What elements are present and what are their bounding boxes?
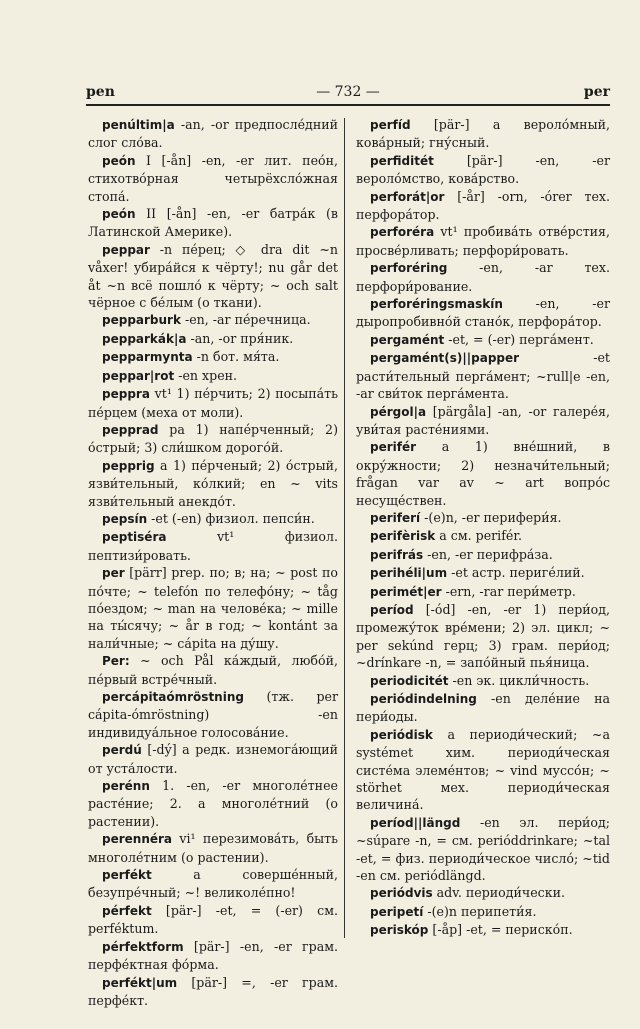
- dictionary-entry: [356, 903, 610, 921]
- entry-headword: pérgol|a: [370, 404, 427, 419]
- entry-definition: a 1) вне́шний, в окру́жности; 2) незначи́тельный; frågan var av ~ art вопро́с несуще́ствен.: [356, 439, 610, 508]
- entry-definition: pa 1) напе́рченный; 2) о́стрый; 3) сли́шком дорого́й.: [88, 421, 338, 456]
- dictionary-entry: [356, 259, 610, 295]
- entry-headword: pérfekt: [102, 903, 152, 918]
- dictionary-entry: [88, 152, 338, 205]
- entry-headword: periódisk: [370, 727, 433, 742]
- entry-definition: [pär-] -et, = (-er) см. perféktum.: [88, 902, 338, 937]
- dictionary-entry: [88, 902, 338, 938]
- entry-headword: peripetí: [370, 904, 424, 919]
- dictionary-entry: [88, 330, 338, 348]
- entry-definition: -et (-en) физиол. пепси́н.: [147, 510, 315, 526]
- entry-definition: [pär-] a вероло́мный, кова́рный; гну́сный.: [356, 117, 610, 151]
- entry-definition: -(e)n, -er перифери́я.: [420, 509, 562, 525]
- entry-headword: Per:: [102, 654, 130, 669]
- entry-headword: periskóp: [370, 923, 429, 938]
- entry-headword: pergamént: [370, 332, 445, 347]
- entry-headword: penúltim|a: [102, 118, 175, 132]
- entry-headword: perfíd: [370, 118, 411, 132]
- header-right-guideword: per: [583, 84, 610, 100]
- entry-definition: adv. периоди́чески.: [432, 885, 566, 901]
- entry-definition: -et астр. периге́лий.: [447, 565, 585, 581]
- right-column: [356, 116, 610, 940]
- column-divider: [344, 118, 345, 938]
- entry-headword: perfékt|um: [102, 975, 178, 990]
- page-number: — 732 —: [316, 84, 380, 100]
- left-column: [88, 116, 338, 1009]
- dictionary-entry: [356, 527, 610, 545]
- entry-headword: peón: [102, 153, 136, 168]
- entry-headword: percápitaómröstning: [102, 690, 244, 704]
- entry-headword: pepparkák|a: [102, 331, 187, 346]
- entry-definition: (тж. per cápita-ómröstning) -en индивидуа́льное голосова́ние.: [88, 689, 338, 740]
- dictionary-entry: [88, 348, 338, 366]
- entry-headword: períod||längd: [370, 815, 461, 830]
- entry-headword: perennéra: [102, 832, 173, 847]
- header-rule: [86, 104, 610, 106]
- entry-headword: perfiditét: [370, 153, 434, 168]
- dictionary-entry: [88, 652, 338, 688]
- dictionary-entry: [356, 690, 610, 726]
- entry-definition: vt¹ пробива́ть отве́рстия, просве́рливать; перфори́ровать.: [356, 224, 610, 258]
- entry-headword: periódindelning: [370, 692, 477, 706]
- entry-definition: -en, -er перифра́за.: [423, 546, 553, 562]
- entry-headword: perfékt: [102, 868, 152, 883]
- dictionary-entry: [88, 385, 338, 421]
- entry-headword: peón: [102, 207, 136, 222]
- entry-definition: -en, -er дыропробивно́й стано́к, перфора́тор.: [356, 296, 610, 330]
- dictionary-entry: [88, 421, 338, 457]
- entry-definition: a периоди́ческий; ~a systémet хим. периоди́ческая систе́ма элеме́нтов; ~ vind муссо́н; ~ störhet мех. периоди́ческая величина́.: [356, 726, 610, 813]
- entry-headword: peptiséra: [102, 530, 167, 545]
- entry-definition: -et расти́тельный перга́мент; ~rull|e -en, -ar сви́ток перга́мента.: [356, 350, 610, 402]
- dictionary-entry: [356, 116, 610, 152]
- dictionary-entry: [356, 349, 610, 402]
- dictionary-entry: [88, 974, 338, 1010]
- dictionary-entry: [88, 564, 338, 652]
- entry-headword: perénn: [102, 779, 150, 794]
- dictionary-entry: [356, 601, 610, 672]
- entry-headword: pepparmynta: [102, 350, 193, 365]
- entry-headword: peppar|rot: [102, 368, 175, 383]
- entry-definition: -en эк. цикли́чность.: [448, 672, 590, 688]
- entry-definition: I [-ån] -en, -er лит. пео́н, стихотво́рная четырёхсло́жная стопа́.: [88, 152, 338, 204]
- entry-headword: perifèrisk: [370, 529, 436, 544]
- dictionary-entry: [356, 726, 610, 814]
- entry-definition: [pärgåla] -an, -or галере́я, уви́тая расте́ниями.: [356, 403, 610, 437]
- entry-headword: perihéli|um: [370, 566, 448, 581]
- entry-headword: peppra: [102, 387, 150, 402]
- dictionary-entry: [356, 438, 610, 509]
- dictionary-entry: [88, 866, 338, 902]
- entry-definition: -an, -or пря́ник.: [186, 330, 294, 346]
- dictionary-entry: [88, 688, 338, 741]
- entry-definition: [pärr] prep. по; в; на; ~ post по по́чте; ~ telefón по телефо́ну; ~ tåg по́ездом; ~ man на челове́ка; ~ mille на ты́сячу; ~ år в год; ~ kontánt за нали́чные; ~ cápita на ду́шу.: [88, 565, 338, 651]
- dictionary-entry: [88, 116, 338, 152]
- entry-definition: vi¹ перезимова́ть, быть многоле́тним (о растении).: [88, 831, 338, 865]
- dictionary-entry: [88, 777, 338, 830]
- dictionary-entry: [356, 152, 610, 188]
- entry-definition: -et, = (-er) перга́мент.: [444, 331, 594, 347]
- entry-definition: [pär-] =, -er грам. перфе́кт.: [88, 974, 338, 1008]
- dictionary-entry: [88, 205, 338, 241]
- entry-definition: -n пе́рец; ◇ dra dit ~n våxer! убира́йся к чёрту!; nu går det åt ~n всё пошло́ к чёрту; ~ och salt чёрное с бе́лым (о ткани).: [88, 241, 338, 311]
- entry-definition: [pär-] -en, -er грам. перфе́ктная фо́рма.: [88, 938, 338, 973]
- entry-headword: peppar: [102, 242, 150, 257]
- entry-headword: periodicitét: [370, 673, 449, 688]
- entry-headword: perdú: [102, 743, 142, 758]
- entry-headword: per: [102, 566, 125, 581]
- entry-headword: perimét|er: [370, 584, 442, 599]
- entry-definition: a см. perifér.: [435, 528, 522, 544]
- entry-definition: -n бот. мя́та.: [192, 349, 280, 365]
- entry-definition: vt¹ 1) пе́рчить; 2) посыпа́ть пе́рцем (меха от моли).: [88, 386, 338, 420]
- entry-headword: perforát|or: [370, 189, 445, 204]
- entry-definition: a соверше́нный, безупре́чный; ~! великоле́пно!: [88, 867, 338, 901]
- dictionary-entry: [356, 583, 610, 601]
- entry-definition: -ern, -rar пери́метр.: [441, 583, 576, 599]
- entry-headword: pérfektform: [102, 939, 184, 954]
- dictionary-entry: [356, 921, 610, 939]
- dictionary-entry: [356, 188, 610, 224]
- entry-definition: -en эл. пери́од; ~súpare -n, = см. perióddrinkare; ~tal -et, = физ. периоди́ческое число́; ~tid -en см. periódlängd.: [356, 814, 610, 884]
- entry-definition: 1. -en, -er многоле́тнее расте́ние; 2. a многоле́тний (о растении).: [88, 778, 338, 829]
- entry-definition: a 1) пе́рченый; 2) о́стрый, язви́тельный, ко́лкий; en ~ vits язви́тельный анекдо́т.: [88, 457, 338, 509]
- entry-headword: perforéring: [370, 261, 448, 276]
- dictionary-entry: [88, 741, 338, 777]
- entry-definition: -en хрен.: [174, 367, 238, 383]
- dictionary-entry: [356, 564, 610, 582]
- dictionary-entry: [356, 509, 610, 527]
- dictionary-entry: [356, 546, 610, 564]
- dictionary-entry: [356, 884, 610, 902]
- entry-definition: -en, -ar тех. перфори́рование.: [356, 260, 610, 294]
- dictionary-entry: [88, 241, 338, 312]
- dictionary-entry: [88, 510, 338, 528]
- entry-definition: [-åp] -et, = периско́п.: [428, 922, 573, 938]
- dictionary-entry: [88, 311, 338, 329]
- entry-headword: períod: [370, 602, 414, 617]
- entry-headword: pepprad: [102, 422, 159, 437]
- entry-headword: periódvis: [370, 886, 433, 901]
- running-header: [86, 84, 610, 106]
- entry-definition: -en деле́ние на пери́оды.: [356, 691, 610, 725]
- entry-headword: perforéringsmaskín: [370, 297, 503, 312]
- entry-headword: perforéra: [370, 225, 435, 240]
- entry-definition: [-år] -orn, -órer тех. перфора́тор.: [356, 188, 610, 223]
- entry-headword: perifrás: [370, 547, 424, 562]
- entry-definition: [-ód] -en, -er 1) пери́од, промежу́ток вре́мени; 2) эл. цикл; ~ per sekúnd герц; 3) грам. пери́од; ~drínkare -n, = запо́йный пья́ница.: [356, 601, 610, 671]
- entry-headword: pepprig: [102, 458, 155, 473]
- dictionary-entry: [356, 331, 610, 349]
- entry-definition: [pär-] -en, -er вероло́мство, кова́рство.: [356, 152, 610, 187]
- dictionary-entry: [356, 223, 610, 259]
- dictionary-entry: [356, 295, 610, 331]
- entry-definition: -(e)n перипети́я.: [423, 903, 537, 919]
- dictionary-entry: [88, 528, 338, 564]
- dictionary-entry: [88, 367, 338, 385]
- entry-headword: pepsín: [102, 511, 148, 526]
- entry-definition: -en, -ar пе́речница.: [180, 312, 311, 328]
- dictionary-entry: [356, 403, 610, 439]
- entry-headword: pepparburk: [102, 313, 181, 328]
- entry-headword: pergamént(s)||papper: [370, 351, 520, 366]
- dictionary-entry: [88, 938, 338, 974]
- dictionary-entry: [356, 814, 610, 885]
- entry-headword: periferí: [370, 510, 421, 525]
- header-left-guideword: pen: [86, 84, 115, 100]
- dictionary-entry: [88, 830, 338, 866]
- entry-headword: perifér: [370, 440, 417, 455]
- entry-definition: [-dý] a редк. изнемога́ющий от уста́лости.: [88, 742, 338, 776]
- dictionary-entry: [88, 457, 338, 510]
- entry-definition: -an, -or предпосле́дний слог сло́ва.: [88, 117, 338, 151]
- entry-definition: vt¹ физиол. пептизи́ровать.: [88, 529, 338, 563]
- dictionary-entry: [356, 672, 610, 690]
- entry-definition: ~ och Pål ка́ждый, любо́й, пе́рвый встре́чный.: [88, 653, 338, 687]
- entry-definition: II [-ån] -en, -er батра́к (в Латинской Америке).: [88, 206, 338, 240]
